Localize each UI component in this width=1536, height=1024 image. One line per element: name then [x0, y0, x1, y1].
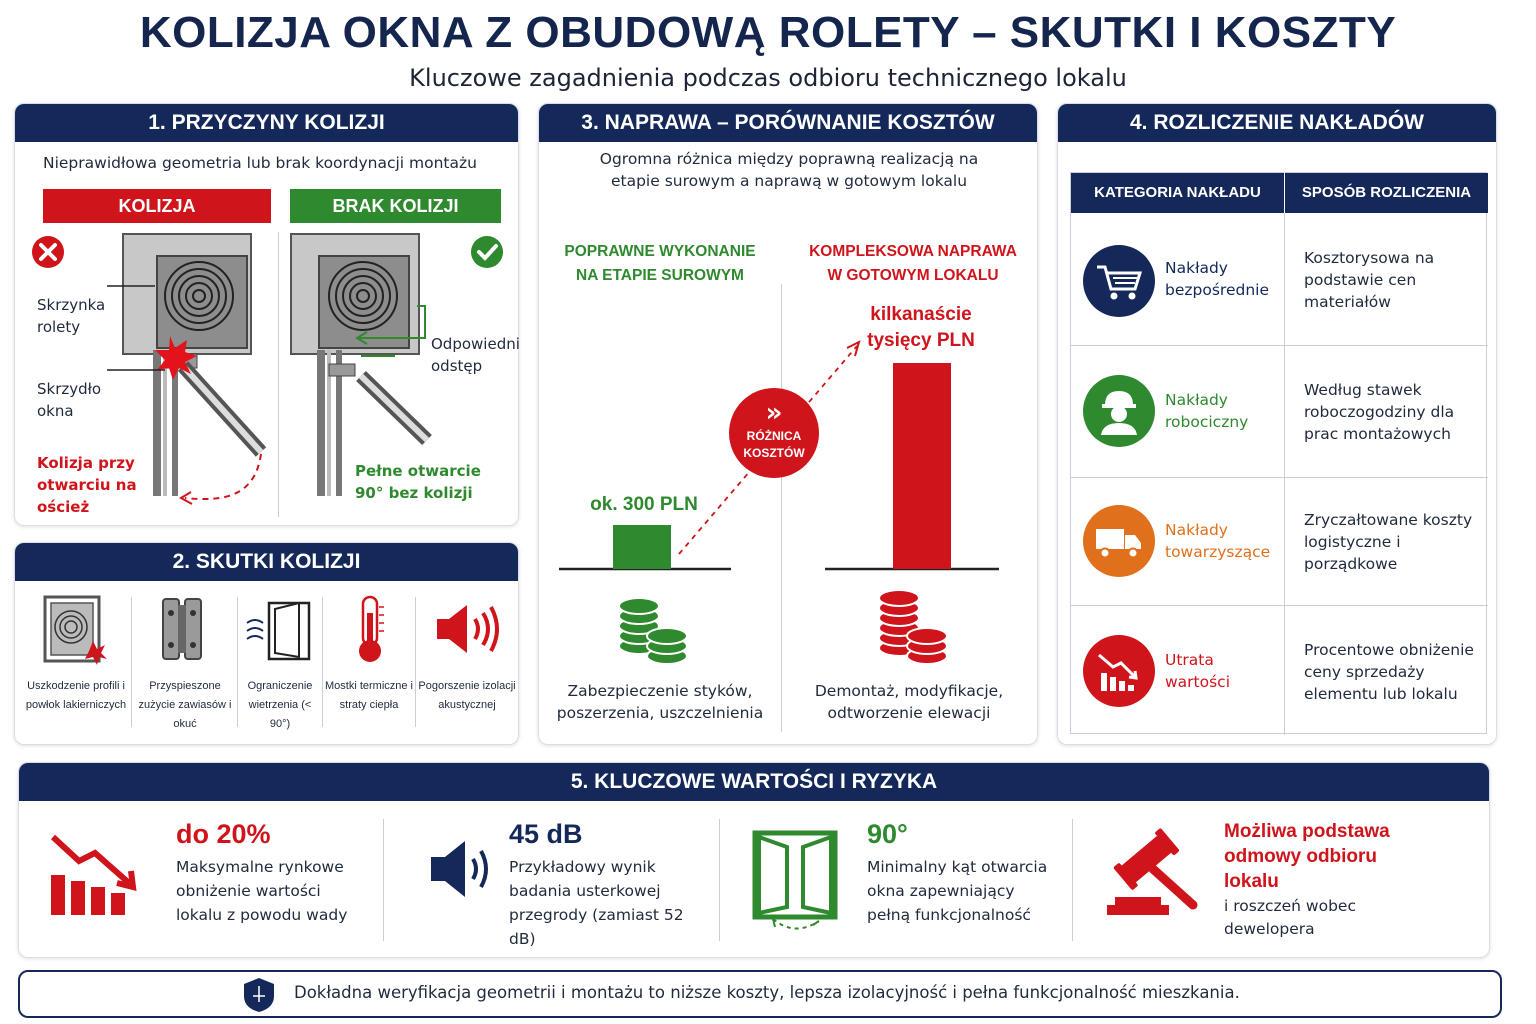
table-row	[1071, 213, 1488, 345]
key-value-1: do 20%	[176, 819, 271, 849]
divider	[719, 819, 720, 941]
thermometer-icon	[353, 595, 387, 665]
divider	[237, 597, 238, 727]
difference-badge-text: RÓŻNICA KOSZTÓW	[743, 429, 805, 460]
key-desc-4: i roszczeń wobec dewelopera	[1224, 897, 1356, 938]
effect-label-5: Pogorszenie izolacji akustycznej	[418, 680, 516, 711]
section-effects	[14, 542, 519, 745]
row-category: Utrata wartości	[1165, 651, 1231, 691]
row-category: Nakłady towarzyszące	[1165, 521, 1271, 561]
footer-text: Dokładna weryfikacja geometrii i montażu to niższe koszty, lepsza izolacyjność i pełna funkcjonalność mieszkania.	[294, 983, 1240, 1002]
chart-data-label-1: ok. 300 PLN	[590, 494, 698, 515]
label-window-sash: Skrzydło okna	[37, 380, 102, 420]
check-icon	[471, 236, 503, 268]
section-causes	[14, 103, 519, 526]
right-caption: Demontaż, modyfikacje, odtworzenie elewacji	[814, 682, 1004, 722]
repair-intro: Ogromna różnica między poprawną realizacją na etapie surowym a naprawą w gotowym lokalu	[599, 150, 979, 190]
shield-icon	[242, 976, 276, 1014]
section-effects-heading: 2. SKUTKI KOLIZJI	[15, 543, 518, 581]
falling-chart-icon	[49, 829, 145, 919]
row-category: Nakłady bezpośrednie	[1165, 259, 1269, 299]
row-category: Nakłady robociczny	[1165, 391, 1249, 431]
chart-data-label-2: kilkanaście tysięcy PLN	[867, 304, 975, 351]
divider	[1072, 819, 1073, 941]
row-method: Procentowe obniżenie ceny sprzedaży elementu lub lokalu	[1304, 641, 1474, 703]
key-desc-3: Minimalny kąt otwarcia okna zapewniający pełną funkcjonalność	[867, 858, 1048, 924]
value-drop-icon	[1083, 635, 1155, 707]
left-caption: Zabezpieczenie styków, poszerzenia, uszczelnienia	[556, 682, 764, 722]
speaker-icon	[429, 837, 499, 901]
tag-no-collision: BRAK KOLIZJI	[290, 189, 501, 223]
key-desc-1: Maksymalne rynkowe obniżenie wartości lokalu z powodu wady	[176, 858, 348, 924]
settlement-table	[1070, 172, 1487, 734]
effect-label-4: Mostki termiczne i straty ciepła	[324, 680, 414, 711]
effect-label-2: Przyspieszone zużycie zawiasów i okuć	[138, 680, 232, 730]
page-subtitle: Kluczowe zagadnienia podczas odbioru technicznego lokalu	[409, 64, 1127, 92]
key-desc-2: Przykładowy wynik badania usterkowej przegrody (zamiast 52 dB)	[509, 858, 684, 948]
row-method: Według stawek roboczogodziny dla prac montażowych	[1304, 381, 1455, 443]
col-header-method: SPOSÓB ROZLICZENIA	[1285, 173, 1488, 213]
section-settlement	[1057, 103, 1497, 745]
section-causes-heading: 1. PRZYCZYNY KOLIZJI	[15, 104, 518, 142]
right-title: KOMPLEKSOWA NAPRAWA W GOTOWYM LOKALU	[809, 243, 1017, 284]
label-proper-gap: Odpowiedni odstęp	[431, 335, 520, 375]
gavel-icon	[1101, 825, 1203, 919]
red-coins-icon	[875, 590, 955, 668]
left-title: POPRAWNE WYKONANIE NA ETAPIE SUROWYM	[564, 243, 756, 284]
key-value-2: 45 dB	[509, 819, 583, 849]
row-method: Kosztorysowa na podstawie cen materiałów	[1304, 249, 1435, 311]
label-full-open: Pełne otwarcie 90° bez kolizji	[355, 462, 481, 502]
table-row	[1071, 605, 1488, 735]
section-repair-heading: 3. NAPRAWA – PORÓWNANIE KOSZTÓW	[539, 104, 1037, 142]
label-roller-box: Skrzynka rolety	[37, 296, 106, 336]
speaker-icon	[435, 603, 501, 655]
hinge-icon	[161, 595, 205, 663]
section-key-values-heading: 5. KLUCZOWE WARTOŚCI I RYZYKA	[19, 763, 1489, 801]
section-settlement-heading: 4. ROZLICZENIE NAKŁADÓW	[1058, 104, 1496, 142]
table-row	[1071, 345, 1488, 477]
difference-badge	[729, 388, 819, 478]
page-title: KOLIZJA OKNA Z OBUDOWĄ ROLETY – SKUTKI I KOSZTY	[139, 8, 1397, 57]
footer-banner	[18, 970, 1502, 1018]
chart-bar-rough-stage	[613, 525, 671, 569]
label-collision-open: Kolizja przy otwarciu na oścież	[37, 454, 137, 516]
key-value-4: Możliwa podstawa odmowy odbioru lokalu	[1224, 821, 1390, 892]
causes-intro: Nieprawidłowa geometria lub brak koordynacji montażu	[43, 154, 477, 172]
green-coins-icon	[615, 594, 695, 670]
divider	[131, 597, 132, 727]
chart-bar-finished-repair	[893, 363, 951, 569]
section-repair	[538, 103, 1038, 745]
ventilation-window-icon	[245, 599, 315, 663]
divider	[383, 819, 384, 941]
truck-icon	[1083, 505, 1155, 577]
open-window-icon	[749, 827, 843, 937]
double-chevron-icon: »	[765, 398, 783, 428]
worker-icon	[1083, 375, 1155, 447]
cart-icon	[1083, 245, 1155, 317]
effect-label-1: Uszkodzenie profili i powłok lakierniczych	[25, 680, 127, 711]
table-row	[1071, 477, 1488, 605]
damaged-profile-icon	[41, 593, 107, 665]
key-value-3: 90°	[867, 819, 908, 849]
tag-collision: KOLIZJA	[43, 189, 271, 223]
effect-label-3: Ograniczenie wietrzenia (< 90°)	[247, 680, 313, 730]
col-header-category: KATEGORIA NAKŁADU	[1071, 173, 1284, 213]
divider	[415, 597, 416, 727]
row-method: Zryczałtowane koszty logistyczne i porządkowe	[1304, 511, 1473, 573]
section-key-values	[18, 762, 1490, 958]
